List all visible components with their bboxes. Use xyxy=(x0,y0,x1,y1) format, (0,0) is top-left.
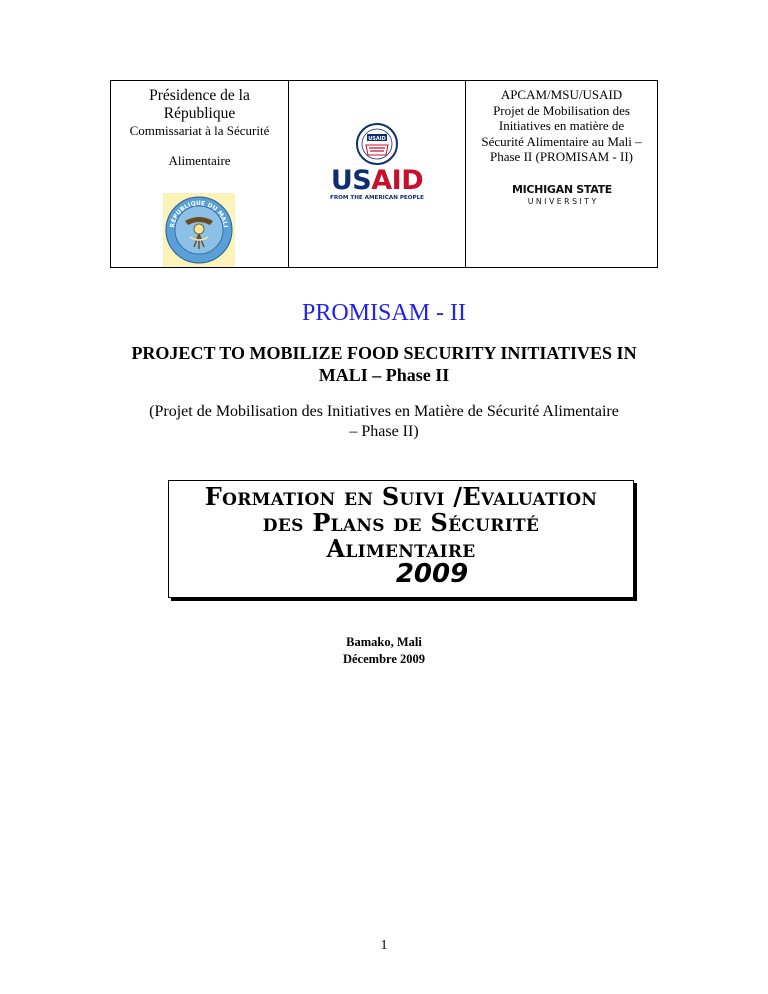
presidence-text: Présidence de la xyxy=(149,87,250,104)
city-text: Bamako, Mali xyxy=(346,635,422,649)
place-date xyxy=(0,634,768,668)
commissariat-text: Commissariat à la Sécurité xyxy=(129,123,270,138)
promisam-title: PROMISAM - II xyxy=(301,300,466,326)
formation-year: 2009 xyxy=(395,559,469,589)
mali-seal-icon xyxy=(163,193,235,267)
page-number: 1 xyxy=(380,938,388,953)
securite-text: Sécurité Alimentaire au Mali – xyxy=(481,133,642,149)
apcam-text: APCAM/MSU/USAID xyxy=(500,87,623,102)
header-center-cell xyxy=(289,81,466,268)
svg-text:RÉPUBLIQUE DU MALI: RÉPUBLIQUE DU MALI xyxy=(169,199,229,229)
project-french-subtitle: (Projet de Mobilisation des Initiatives en Matière de Sécurité Alimentaire – Phase II) xyxy=(149,403,619,440)
republique-text: République xyxy=(163,105,236,122)
header-left-cell xyxy=(111,81,289,268)
msu-logo xyxy=(506,182,618,208)
svg-text:MICHIGAN STATE: MICHIGAN STATE xyxy=(511,183,613,196)
alimentaire-text: Alimentaire xyxy=(168,153,231,168)
usaid-logo xyxy=(306,123,448,227)
mali-seal-logo xyxy=(163,193,235,267)
usaid-wordmark: USAID xyxy=(330,165,424,196)
project-english-title: PROJECT TO MOBILIZE FOOD SECURITY INITIATIVES IN MALI – Phase II xyxy=(131,343,637,385)
header-right-cell xyxy=(466,81,658,268)
phase-text: Phase II (PROMISAM - II) xyxy=(490,149,633,164)
formation-title: Formation en Suivi /Evaluation des Plans de Sécurité Alimentaire xyxy=(204,482,598,563)
date-text: Décembre 2009 xyxy=(342,652,426,666)
svg-text:U N I V E R S I T Y: U N I V E R S I T Y xyxy=(527,197,597,206)
usaid-tagline: FROM THE AMERICAN PEOPLE xyxy=(330,195,424,201)
formation-title-box xyxy=(168,480,634,598)
header-table xyxy=(110,80,658,268)
initiatives-text: Initiatives en matière de xyxy=(498,118,625,133)
projet-mobilisation-text: Projet de Mobilisation des xyxy=(493,102,630,118)
svg-text:USAID: USAID xyxy=(368,136,386,142)
